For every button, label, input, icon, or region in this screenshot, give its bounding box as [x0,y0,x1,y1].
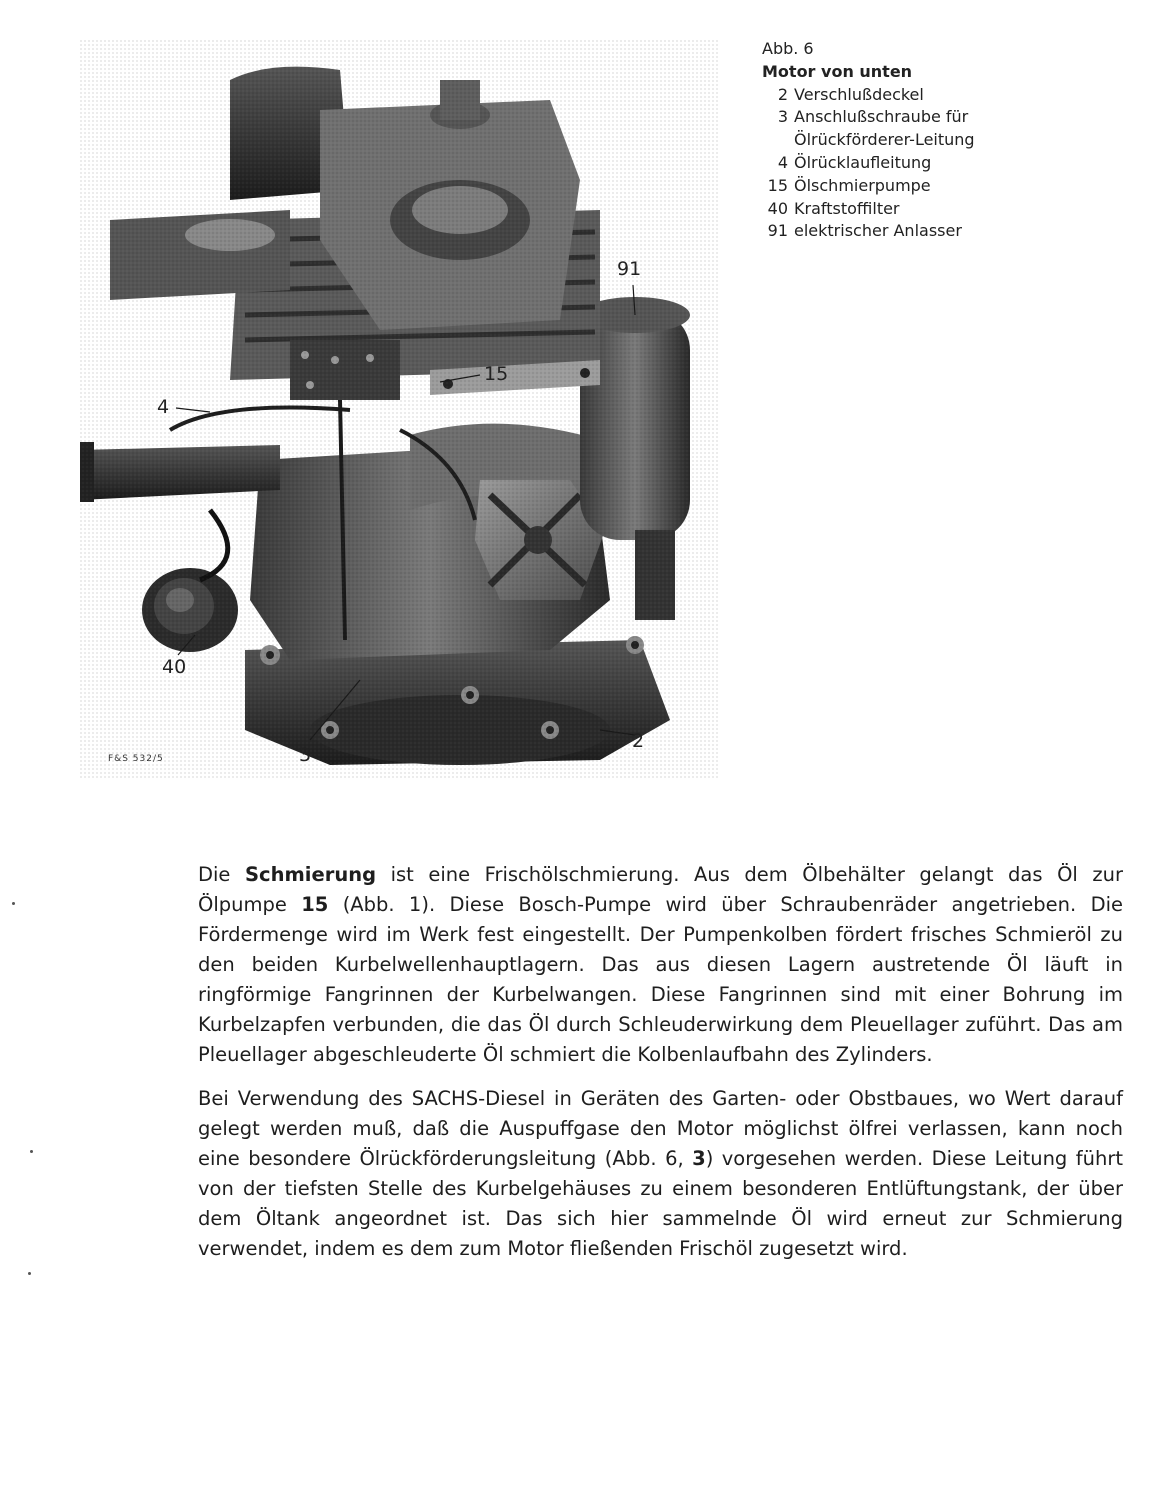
plate-code: F&S 532/5 [108,754,164,764]
legend-number: 3 [777,107,788,127]
legend-number: 2 [777,84,788,104]
callout-3: 3 [299,744,312,766]
legend-item [762,84,1062,107]
legend-text: Kraftstoffilter [794,198,900,218]
ref-3: 3 [692,1147,706,1170]
term-schmierung: Schmierung [244,863,377,886]
text-run: Bei Verwendung des SACHS-Diesel in Geräten des Garten- oder Obstbaues, wo Wert darauf gelegt werden muß, daß die Auspuffgase den Motor möglichst ölfrei verlassen, kann noch eine besondere Ölrückförderungsleitung (Abb. 6, [198,1087,1123,1170]
ref-15: 15 [301,893,329,916]
legend-item [762,106,1062,152]
text-run: ist eine Frischölschmierung. Aus dem Ölbehälter gelangt das Öl zur Ölpumpe [198,863,1123,916]
figure-caption [762,38,1062,243]
text-run: ) vorgesehen werden. Diese Leitung führt von der tiefsten Stelle des Kurbelgehäuses zu einem besonderen Entlüftungstank, der über dem Öltank angeordnet ist. Das sich hier sammelnde Öl wird erneut zur Schmierung verwendet, indem es dem zum Motor fließenden Frischöl zugesetzt wird. [198,1147,1123,1260]
body-text [198,860,1123,1278]
engine-figure [80,40,720,780]
caption-title: Motor von unten [762,61,913,81]
caption-legend [762,84,1062,244]
callout-15: 15 [484,363,509,385]
legend-text: Ölrücklaufleitung [794,152,932,172]
scan-speck [30,1150,33,1153]
callout-40: 40 [162,656,187,678]
callout-2: 2 [632,730,645,752]
callout-4: 4 [157,396,170,418]
legend-text: Ölschmierpumpe [794,175,931,195]
caption-figure-number: Abb. 6 [762,39,814,58]
paragraph-lubrication [198,860,1123,1070]
legend-number: 40 [767,198,788,218]
legend-item [762,152,1062,175]
text-run: (Abb. 1). Diese Bosch-Pumpe wird über Schraubenräder angetrieben. Die Fördermenge wird im Werk fest eingestellt. Der Pumpenkolben fördert frisches Schmieröl zu den beiden Kurbelwellenhauptlagern. Das aus diesen Lagern austretende Öl läuft in ringförmige Fangrinnen der Kurbelwangen. Diese Fangrinnen sind mit einer Bohrung im Kurbelzapfen verbunden, die das Öl durch Schleuderwirkung dem Pleuellager zuführt. Das am Pleuellager abgeschleuderte Öl schmiert die Kolbenlaufbahn des Zylinders. [198,893,1123,1066]
paragraph-oil-return [198,1084,1123,1264]
legend-number: 91 [767,221,788,241]
legend-item [762,198,1062,221]
legend-text: Verschlußdeckel [794,84,924,104]
scan-speck [28,1272,31,1275]
scan-speck [12,902,15,905]
text-run: Die [198,863,245,886]
legend-item [762,175,1062,198]
legend-text: elektrischer Anlasser [794,221,962,241]
legend-number: 4 [777,152,788,172]
legend-number: 15 [767,175,788,195]
legend-text: Anschlußschraube für Ölrückförderer-Leitung [794,107,975,150]
legend-item [762,220,1062,243]
callout-91: 91 [617,258,642,280]
